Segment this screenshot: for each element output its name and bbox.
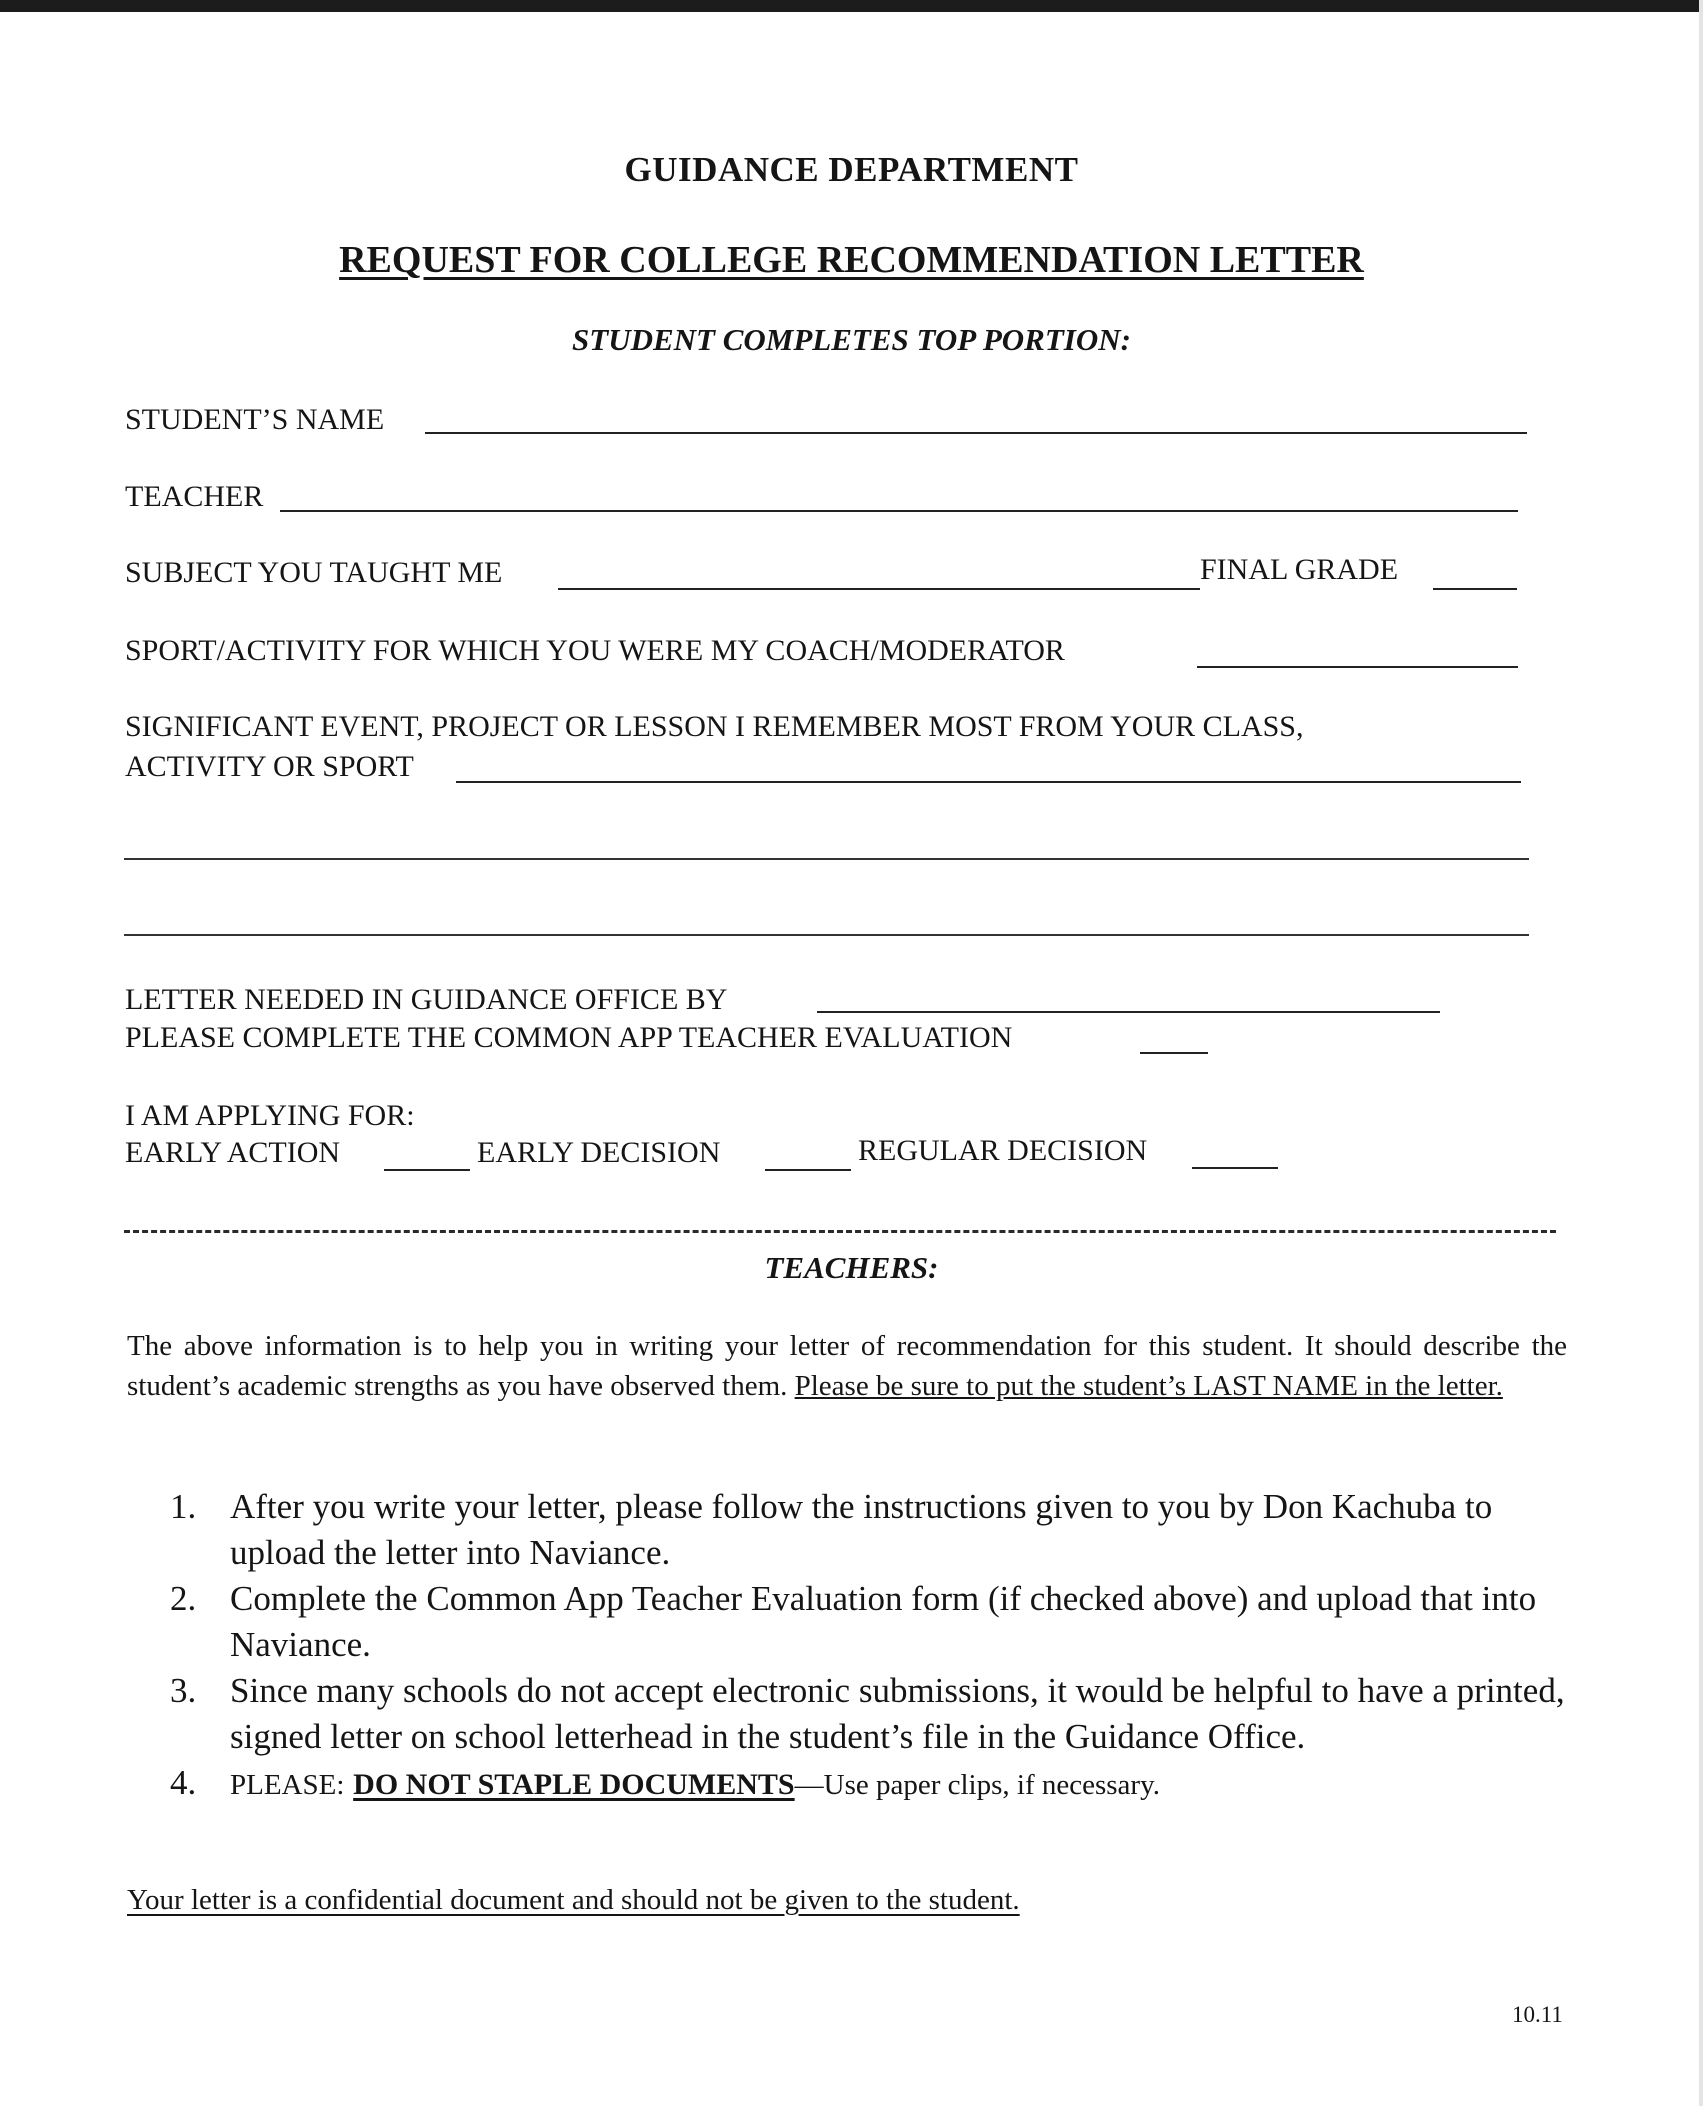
regular-decision-label: REGULAR DECISION xyxy=(858,1134,1148,1167)
confidential-notice: Your letter is a confidential document and should not be given to the student. xyxy=(127,1884,1020,1916)
subject-label: SUBJECT YOU TAUGHT ME xyxy=(125,556,503,589)
department-title: GUIDANCE DEPARTMENT xyxy=(624,150,1079,189)
significant-event-line-3[interactable] xyxy=(124,934,1529,936)
common-app-label: PLEASE COMPLETE THE COMMON APP TEACHER EVALUATION xyxy=(125,1021,1013,1054)
teacher-label: TEACHER xyxy=(125,480,264,513)
common-app-check-line[interactable] xyxy=(1140,1052,1208,1054)
cut-line xyxy=(124,1230,1556,1233)
subject-line[interactable] xyxy=(558,588,1200,590)
instructions-list xyxy=(170,1484,1590,1808)
list-item-text: Complete the Common App Teacher Evaluation form (if checked above) and upload that into Naviance. xyxy=(230,1579,1537,1664)
form-version: 10.11 xyxy=(1512,2002,1563,2027)
early-action-label: EARLY ACTION xyxy=(125,1136,341,1169)
paper-clips-note: —Use paper clips, if necessary. xyxy=(794,1769,1160,1801)
sport-activity-line[interactable] xyxy=(1197,666,1518,668)
final-grade-line[interactable] xyxy=(1433,588,1517,590)
list-item xyxy=(170,1484,1590,1576)
list-item xyxy=(170,1668,1590,1760)
list-item-number: 2. xyxy=(170,1579,197,1618)
list-item-text: Since many schools do not accept electronic submissions, it would be helpful to have a printed, signed letter on school letterhead in the student’s file in the Guidance Office. xyxy=(230,1671,1565,1756)
list-item-number: 4. xyxy=(170,1763,197,1802)
final-grade-label: FINAL GRADE xyxy=(1200,553,1399,586)
early-action-line[interactable] xyxy=(384,1169,470,1171)
significant-event-label-line1: SIGNIFICANT EVENT, PROJECT OR LESSON I REMEMBER MOST FROM YOUR CLASS, xyxy=(125,710,1304,743)
form-title: REQUEST FOR COLLEGE RECOMMENDATION LETTER xyxy=(339,239,1364,281)
scan-border-right xyxy=(1699,0,1703,2106)
teachers-paragraph xyxy=(127,1326,1567,1406)
scan-border-top xyxy=(0,0,1703,12)
applying-for-label: I AM APPLYING FOR: xyxy=(125,1099,415,1132)
sport-activity-label: SPORT/ACTIVITY FOR WHICH YOU WERE MY COACH/MODERATOR xyxy=(125,634,1065,667)
list-item-number: 3. xyxy=(170,1671,197,1710)
list-item-number: 1. xyxy=(170,1487,197,1526)
teachers-paragraph-text: The above information is to help you in writing your letter of recommendation for this student. It should describe the student’s academic strengths as you have observed them. xyxy=(127,1330,1567,1402)
list-item-text: After you write your letter, please follow the instructions given to you by Don Kachuba to upload the letter into Naviance. xyxy=(230,1487,1493,1572)
list-item xyxy=(170,1576,1590,1668)
early-decision-line[interactable] xyxy=(765,1169,851,1171)
list-item xyxy=(170,1760,1590,1808)
teacher-line[interactable] xyxy=(280,510,1518,512)
letter-needed-label: LETTER NEEDED IN GUIDANCE OFFICE BY xyxy=(125,983,728,1016)
teachers-heading: TEACHERS: xyxy=(764,1250,939,1285)
last-name-reminder: Please be sure to put the student’s LAST NAME in the letter. xyxy=(794,1370,1503,1402)
student-name-label: STUDENT’S NAME xyxy=(125,403,385,436)
list-item-text xyxy=(230,1760,1590,1808)
letter-needed-line[interactable] xyxy=(817,1011,1440,1013)
student-name-line[interactable] xyxy=(425,432,1527,434)
significant-event-label-line2: ACTIVITY OR SPORT xyxy=(125,750,414,783)
significant-event-line-2[interactable] xyxy=(124,858,1529,860)
student-section-heading: STUDENT COMPLETES TOP PORTION: xyxy=(572,322,1131,357)
do-not-staple-warning: DO NOT STAPLE DOCUMENTS xyxy=(353,1768,795,1801)
early-decision-label: EARLY DECISION xyxy=(477,1136,721,1169)
please-label: PLEASE: xyxy=(230,1769,345,1801)
regular-decision-line[interactable] xyxy=(1192,1167,1278,1169)
significant-event-line[interactable] xyxy=(456,781,1521,783)
